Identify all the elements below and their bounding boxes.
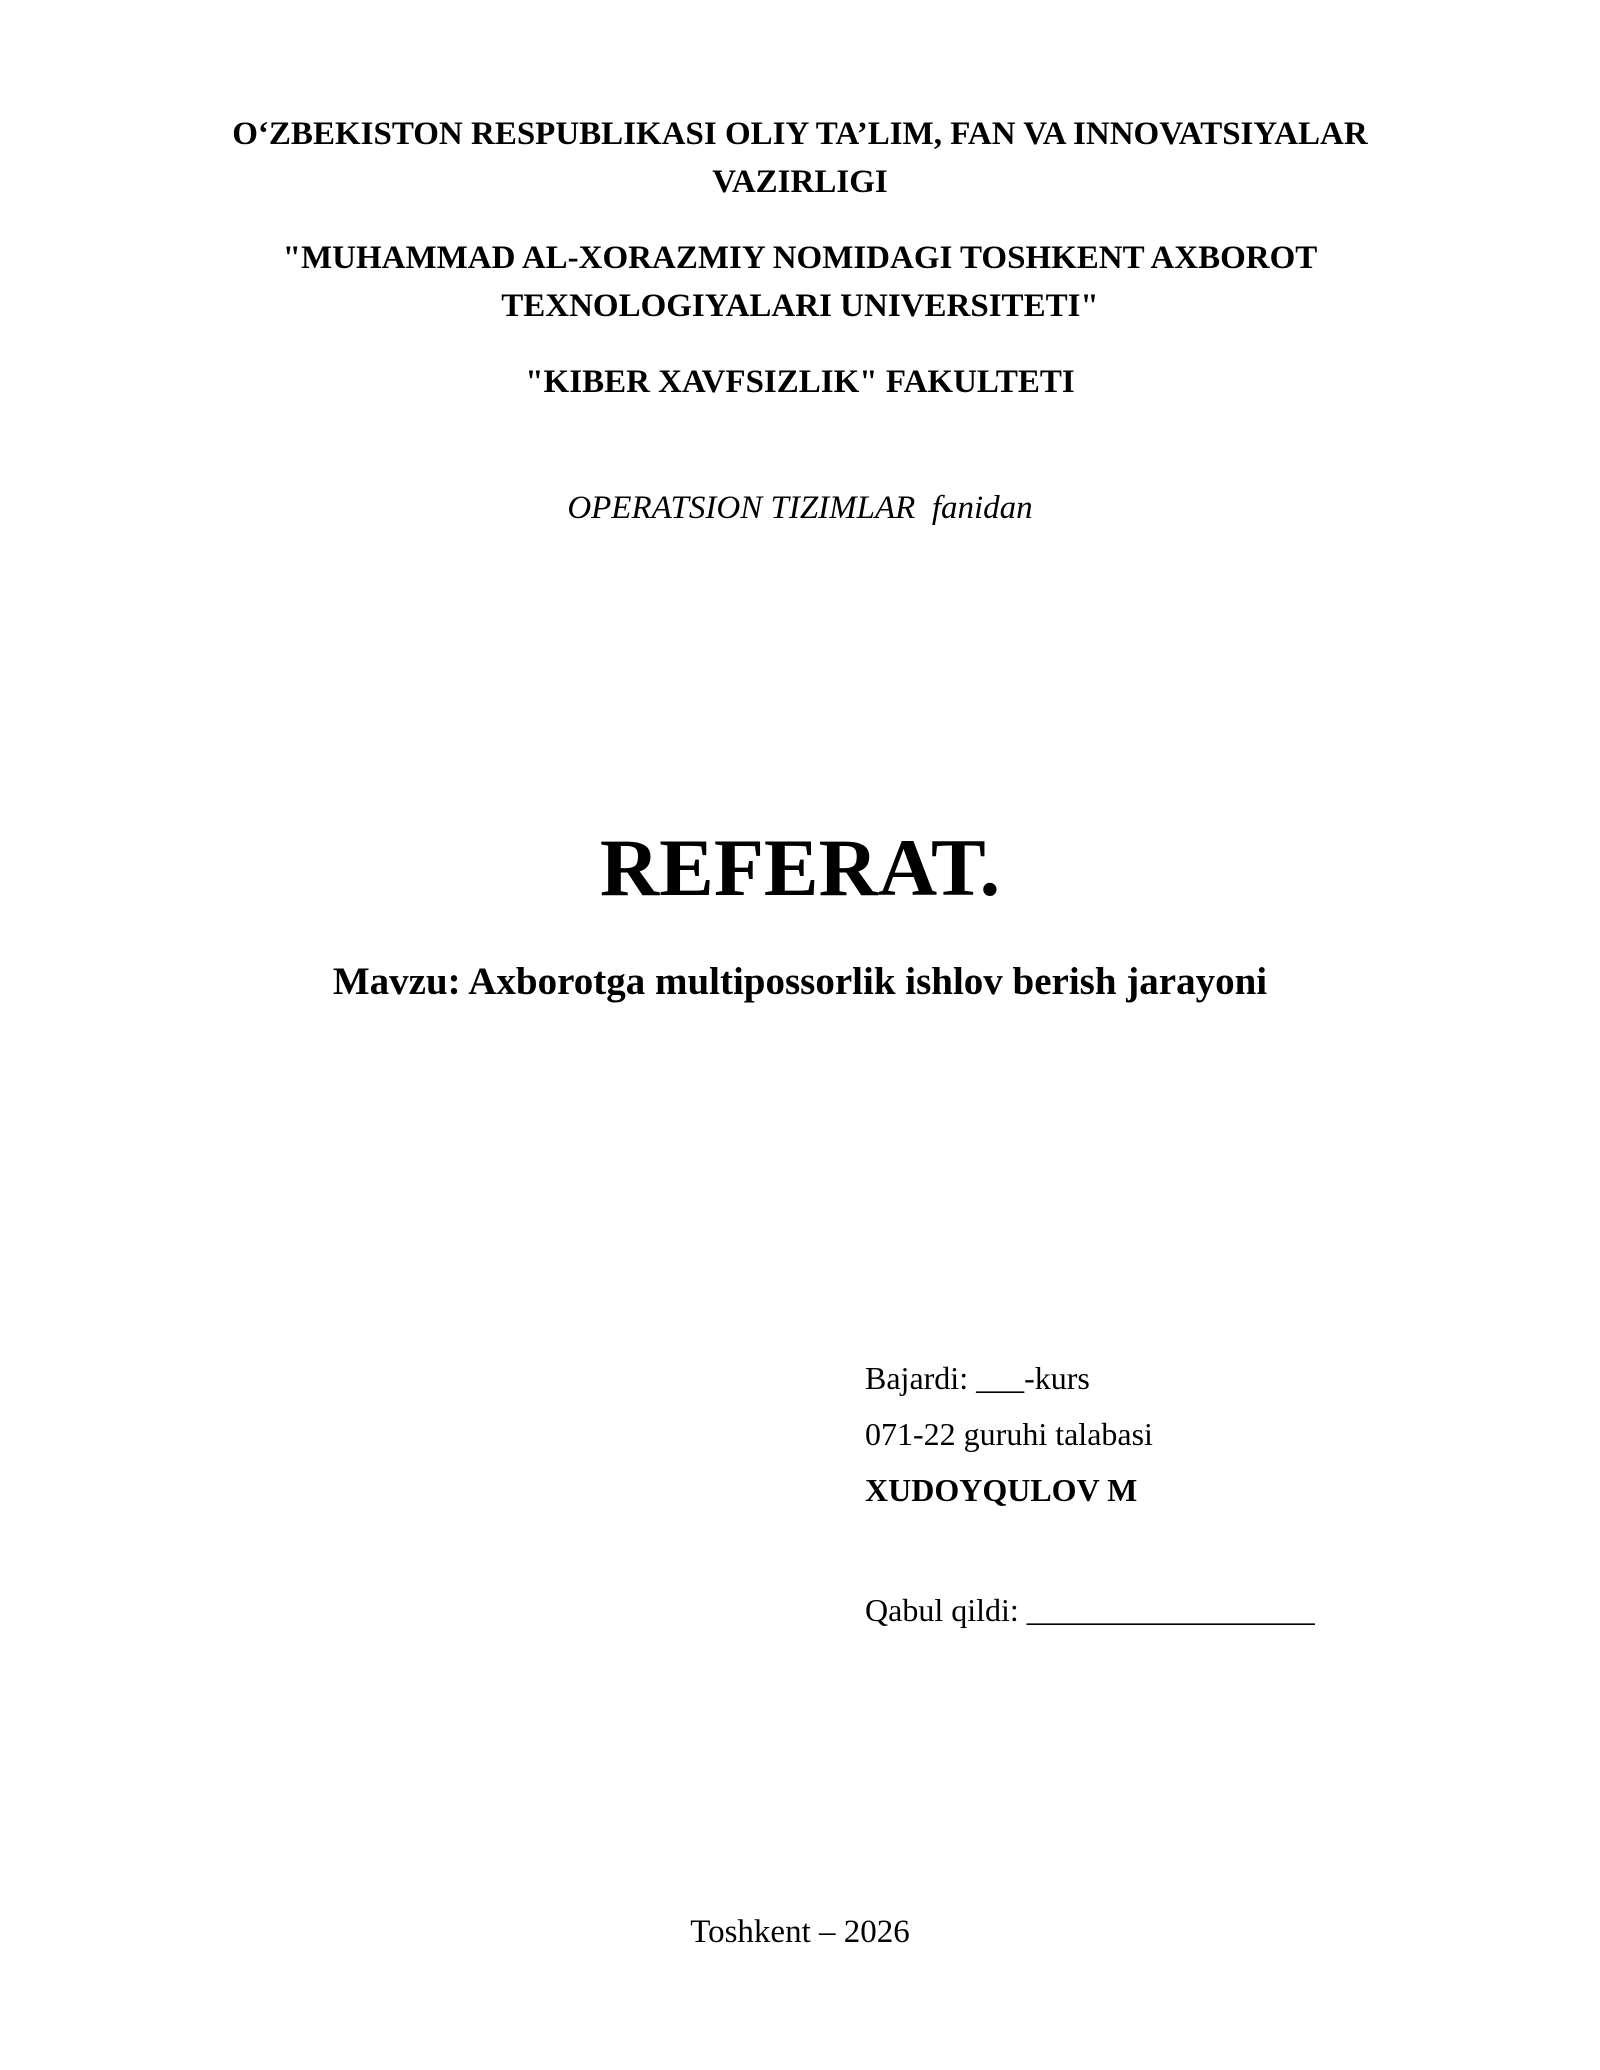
document-title: REFERAT. [599,822,1001,913]
city-year-footer: Toshkent – 2026 [690,1914,910,1950]
subject-line: OPERATSION TIZIMLAR fanidan [567,490,1033,526]
ministry-heading [0,110,1600,206]
accepted-by-line: Qabul qildi: __________________ [865,1592,1315,1628]
done-by-line: Bajardi: ___-kurs [865,1360,1090,1396]
ministry-line-1: O‘ZBEKISTON RESPUBLIKASI OLIY TA’LIM, FAN VA INNOVATSIYALAR [232,116,1368,152]
topic-line: Mavzu: Axborotga multipossorlik ishlov berish jarayoni [332,960,1268,1003]
ministry-line-2: VAZIRLIGI [712,164,888,200]
university-heading [0,234,1600,330]
university-line-1: "MUHAMMAD AL-XORAZMIY NOMIDAGI TOSHKENT AXBOROT [282,240,1318,276]
group-line: 071-22 guruhi talabasi [865,1416,1153,1452]
university-line-2: TEXNOLOGIYALARI UNIVERSITETI" [501,288,1099,324]
faculty-heading: "KIBER XAVFSIZLIK" FAKULTETI [525,364,1075,400]
student-name: XUDOYQULOV M [865,1472,1138,1508]
